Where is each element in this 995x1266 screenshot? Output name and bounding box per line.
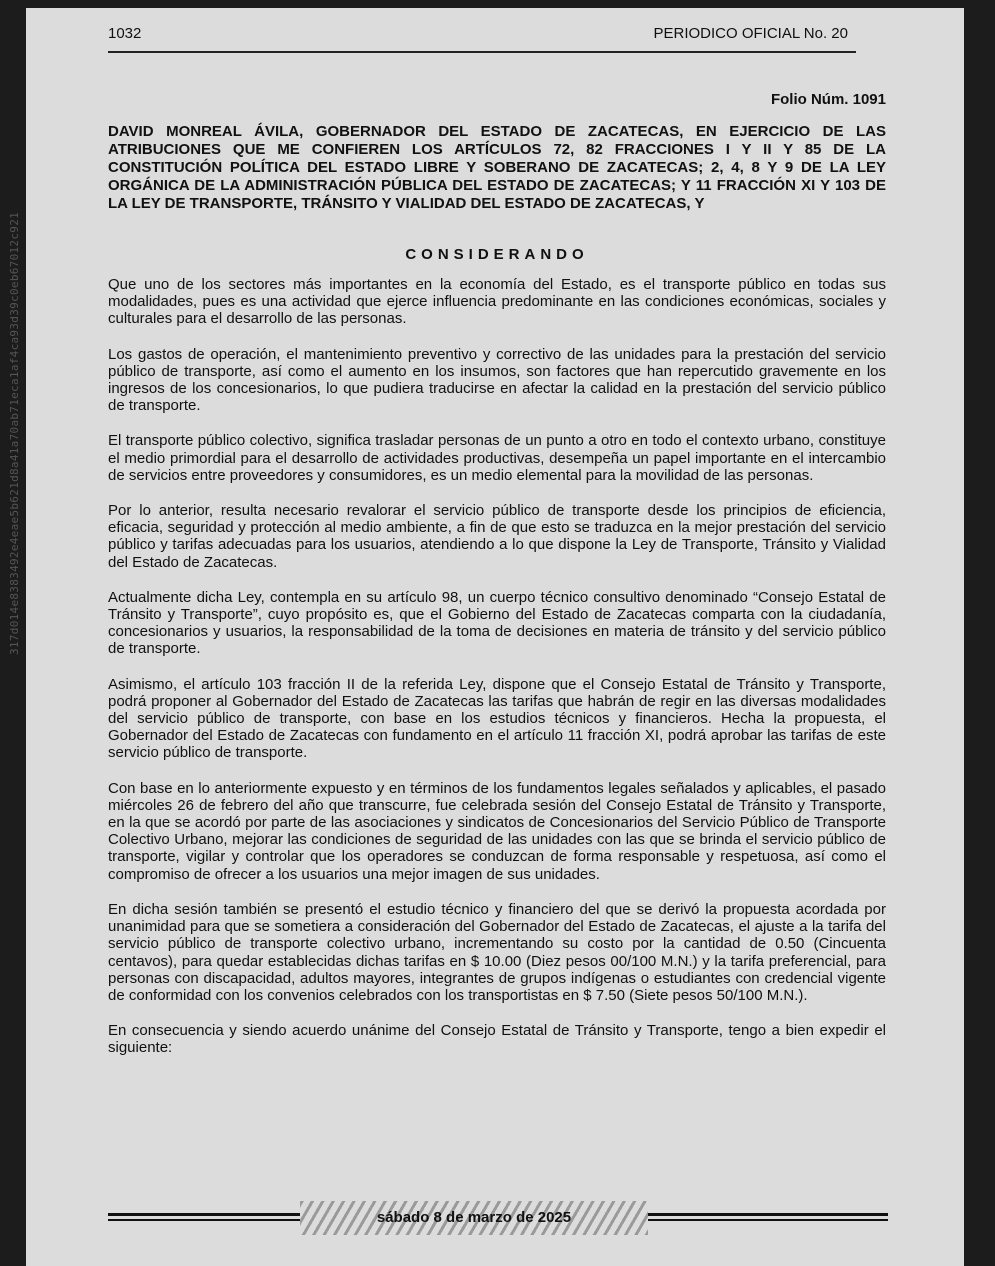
considerando-body [108,276,886,1075]
footer-rule-right [648,1213,888,1221]
paragraph: En consecuencia y siendo acuerdo unánime del Consejo Estatal de Tránsito y Transporte, tengo a bien expedir el siguiente: [108,1022,886,1057]
document-page [26,8,964,1266]
publication-title: PERIODICO OFICIAL No. 20 [653,25,848,42]
footer-date: sábado 8 de marzo de 2025 [376,1209,572,1226]
decree-preamble: DAVID MONREAL ÁVILA, GOBERNADOR DEL ESTADO DE ZACATECAS, EN EJERCICIO DE LAS ATRIBUCIONES QUE ME CONFIEREN LOS ARTÍCULOS 72, 82 FRACCIONES I Y II Y 85 DE LA CONSTITUCIÓN POLÍTICA DEL ESTADO LIBRE Y SOBERANO DE ZACATECAS; 2, 4, 8 Y 9 DE LA LEY ORGÁNICA DE LA ADMINISTRACIÓN PÚBLICA DEL ESTADO DE ZACATECAS; Y 11 FRACCIÓN XI Y 103 DE LA LEY DE TRANSPORTE, TRÁNSITO Y VIALIDAD DEL ESTADO DE ZACATECAS, Y [108,123,886,212]
paragraph: Que uno de los sectores más importantes en la economía del Estado, es el transporte público en todas sus modalidades, pues es una actividad que ejerce influencia predominante en las condiciones económicas, sociales y culturales para el desarrollo de las personas. [108,276,886,328]
section-title: CONSIDERANDO [405,246,589,263]
paragraph: Actualmente dicha Ley, contempla en su artículo 98, un cuerpo técnico consultivo denominado “Consejo Estatal de Tránsito y Transporte”, cuyo propósito es, que el Gobierno del Estado de Zacatecas comparta con la ciudadanía, concesionarios y usuarios, la responsabilidad de la toma de decisiones en materia de tránsito y del servicio público de transporte. [108,588,886,658]
folio-number: Folio Núm. 1091 [770,91,886,108]
page-header [108,25,856,53]
paragraph: Por lo anterior, resulta necesario revalorar el servicio público de transporte desde los principios de eficiencia, eficacia, seguridad y protección al medio ambiente, a fin de que esto se traduzca en la mejor prestación del servicio público y tarifas adecuadas para los usuarios, atendiendo a lo que dispone la Ley de Transporte, Tránsito y Vialidad del Estado de Zacatecas. [108,502,886,571]
paragraph: Con base en lo anteriormente expuesto y en términos de los fundamentos legales señalados y aplicables, el pasado miércoles 26 de febrero del año que transcurre, fue celebrada sesión del Consejo Estatal de Tránsito y Transporte, en la que se acordó por parte de las asociaciones y sindicatos de Concesionarios del Servicio Público de Transporte Colectivo Urbano, mejorar las condiciones de seguridad de las unidades con las que se brinda el servicio público de transporte, vigilar y controlar que los operadores se conduzcan de forma responsable y respetuosa, así como el compromiso de ofrecer a los usuarios una mejor imagen de sus unidades. [108,779,886,883]
footer-rule-left [108,1213,300,1221]
document-hash-id: 317d014e8383492e4eae5b621d8a41a70ab71eca1af4ca93d39c0eb67012c921 [8,211,21,655]
page-number: 1032 [108,25,142,42]
paragraph: Los gastos de operación, el mantenimiento preventivo y correctivo de las unidades para la prestación del servicio público de transporte, así como el aumento en los insumos, son factores que han repercutido gravemente en los ingresos de los concesionarios, lo que pudiera traducirse en afectar la calidad en la prestación del servicio público de transporte. [108,345,886,415]
page-footer [108,1201,888,1237]
paragraph: Asimismo, el artículo 103 fracción II de la referida Ley, dispone que el Consejo Estatal de Tránsito y Transporte, podrá proponer al Gobernador del Estado de Zacatecas las tarifas que habrán de regir en las diversas modalidades del servicio público de transporte, con base en los estudios técnicos y financieros. Hecha la propuesta, el Gobernador del Estado de Zacatecas con fundamento en el artículo 11 fracción XI, podrá aprobar las tarifas de este servicio público de transporte. [108,675,886,762]
paragraph: El transporte público colectivo, significa trasladar personas de un punto a otro en todo el contexto urbano, constituye el medio primordial para el desarrollo de actividades productivas, desempeña un papel importante en el intercambio de servicios entre proveedores y consumidores, es un medio elemental para la movilidad de las personas. [108,432,886,484]
paragraph: En dicha sesión también se presentó el estudio técnico y financiero del que se derivó la propuesta acordada por unanimidad para que se sometiera a consideración del Gobernador del Estado de Zacatecas, el ajuste a la tarifa del servicio público de transporte colectivo urbano, incrementando su costo por la cantidad de 0.50 (Cincuenta centavos), para quedar establecidas dichas tarifas en $ 10.00 (Diez pesos 00/100 M.N.) y la tarifa preferencial, para personas con discapacidad, adultos mayores, integrantes de grupos indígenas o estudiantes con credencial vigente de conformidad con los convenios celebrados con los transportistas en $ 7.50 (Siete pesos 50/100 M.N.). [108,900,886,1004]
